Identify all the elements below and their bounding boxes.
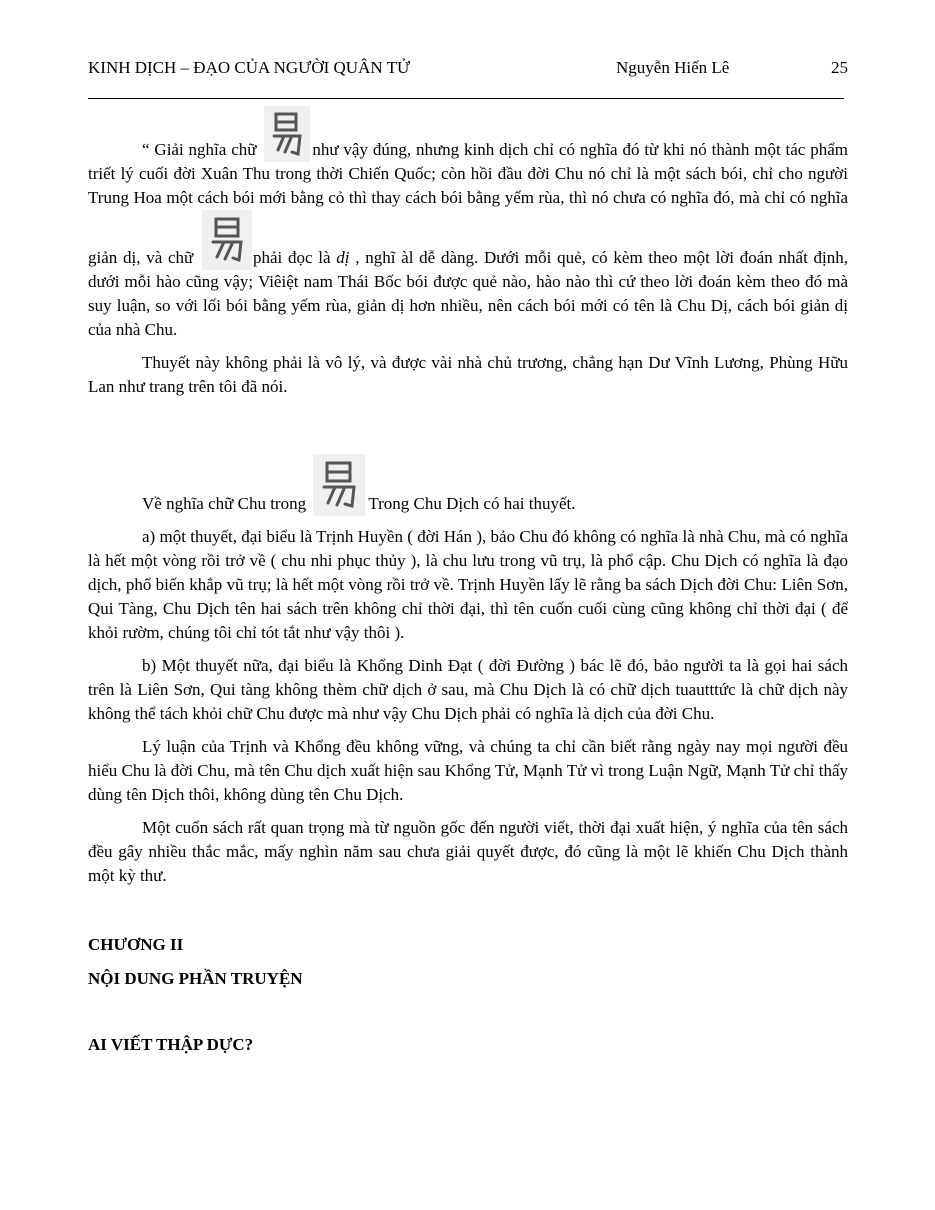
page-header xyxy=(88,57,848,81)
page-body xyxy=(88,106,848,1057)
paragraph-text: “ Giải nghĩa chữ xyxy=(142,140,262,159)
chinese-character-yi-image xyxy=(313,454,365,516)
paragraph-3 xyxy=(88,454,848,516)
chapter-title: NỘI DUNG PHẦN TRUYỆN xyxy=(88,969,303,988)
paragraph-text: phải đọc là xyxy=(252,248,337,267)
header-title: KINH DỊCH – ĐẠO CỦA NGƯỜI QUÂN TỬ xyxy=(88,58,411,77)
paragraph-6: Lý luận của Trịnh và Khổng đều không vững, và chúng ta chỉ cần biết rằng ngày nay mọi người đều hiểu Chu là đời Chu, mà tên Chu dịch xuất hiện sau Khổng Tử, Mạnh Tử vì trong Luận Ngữ, Mạnh Tử chỉ thấy dùng tên Dịch thôi, không dùng tên Chu Dịch. xyxy=(88,737,848,804)
chinese-character-yi-image xyxy=(264,106,310,162)
header-divider xyxy=(88,98,844,99)
paragraph-text: Trong Chu Dịch có hai thuyết. xyxy=(368,494,576,513)
paragraph-text: Về nghĩa chữ Chu trong xyxy=(142,494,311,513)
paragraph-7: Một cuốn sách rất quan trọng mà từ nguồn gốc đến người viết, thời đại xuất hiện, ý nghĩa của tên sách đều gây nhiều thắc mắc, mấy nghìn năm sau chưa giải quyết được, đó cũng là một lẽ khiến Chu Dịch thành một kỳ thư. xyxy=(88,818,848,885)
paragraph-text: như vậy đúng, nhưng kinh dịch chỉ có nghĩa đó từ khi nó thành một tác phẩm triết lý cuối đời Xuân Thu trong thời Chiến Quốc; còn hồi đầu đời Chu nó chỉ là một sách bói, chỉ cho người Trung Hoa một cách bói mới bằng cỏ thì thay cách bói bằng yếm rùa, thì nó chưa có nghĩa đó, mà chỉ có nghĩa giản dị, và chữ xyxy=(88,140,848,267)
chapter-number: CHƯƠNG II xyxy=(88,935,184,954)
page-number: 25 xyxy=(831,58,848,77)
paragraph-text: , nghĩ àl dễ dàng. Dưới mỗi quẻ, có kèm theo một lời đoán nhất định, dưới mỗi hào cũng vậy; Viêiệt nam Thái Bốc bói được quẻ nào, hào nào thì cứ theo lời đoán kèm theo đó mà suy luận, so với lối bói bằng yếm rùa, giản dị hơn nhiều, nên cách bói mới có tên là Chu Dị, cách bói giản dị của nhà Chu. xyxy=(88,248,848,339)
paragraph-5: b) Một thuyết nữa, đại biểu là Khổng Dinh Đạt ( đời Đường ) bác lẽ đó, bảo người ta là gọi hai sách trên là Liên Sơn, Qui tàng không thèm chữ dịch ở sau, mà Chu Dịch là có chữ dịch tuautttức là chữ dịch này không thể tách khỏi chữ Chu được mà như vậy Chu Dịch phải có nghĩa là dịch của đời Chu. xyxy=(88,656,848,723)
section-heading: AI VIẾT THẬP DỰC? xyxy=(88,1035,254,1054)
paragraph-1 xyxy=(88,106,848,342)
chinese-character-yi-image xyxy=(202,210,252,270)
paragraph-4: a) một thuyết, đại biểu là Trịnh Huyền ( đời Hán ), bảo Chu đó không có nghĩa là nhà Chu, mà có nghĩa là hết một vòng rồi trở về ( chu nhi phục thủy ), là chu lưu trong vũ trụ, là phổ cập. Chu Dịch có nghĩa là đạo dịch, phổ biến khắp vũ trụ; là hết một vòng rồi trở về. Trịnh Huyền lấy lẽ rằng ba sách Dịch đời Chu: Liên Sơn, Qui Tàng, Chu Dịch tên hai sách trên không chỉ thời đại, thì tên cuốn cuối cùng cũng không chỉ thời đại ( để khỏi rườm, chúng tôi chỉ tót tắt như vậy thôi ). xyxy=(88,527,848,642)
italic-term: dị xyxy=(336,248,350,267)
paragraph-2: Thuyết này không phải là vô lý, và được vài nhà chủ trương, chẳng hạn Dư Vĩnh Lương, Phùng Hữu Lan như trang trên tôi đã nói. xyxy=(88,353,848,396)
header-author: Nguyễn Hiến Lê xyxy=(616,58,730,77)
